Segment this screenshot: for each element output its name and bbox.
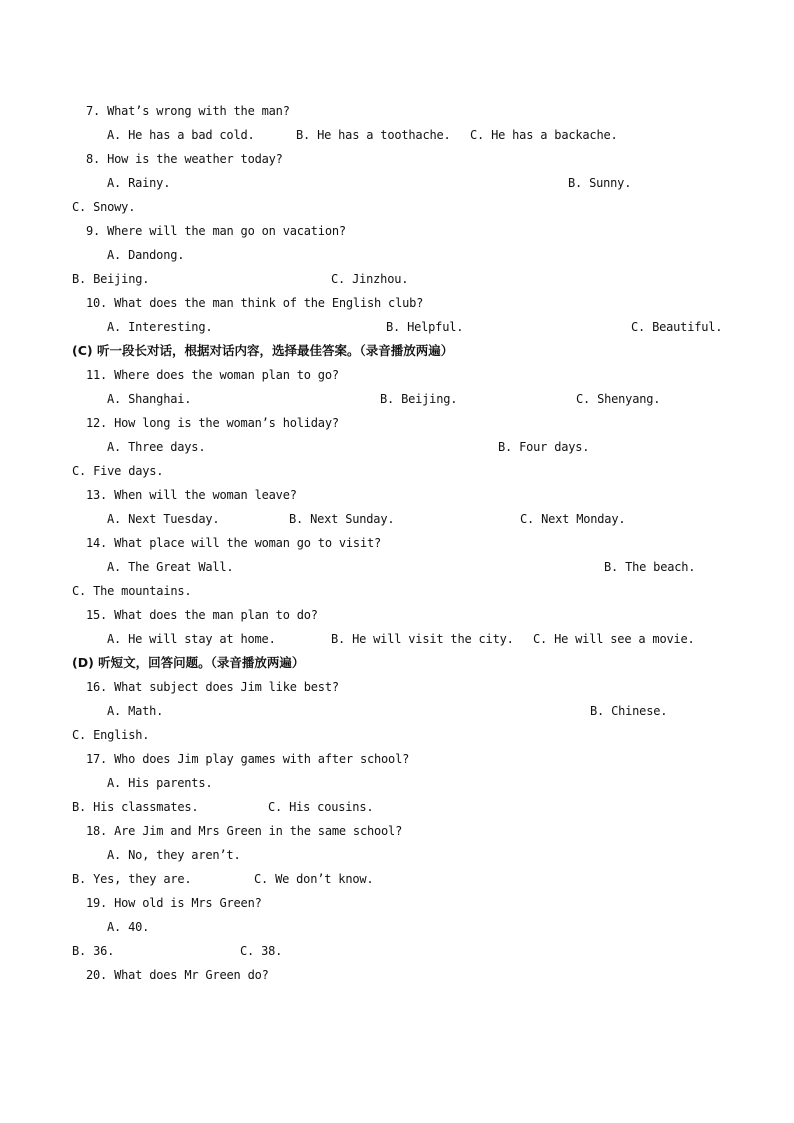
- section-d-heading: (D) 听短文，回答问题。（录音播放两遍）: [72, 655, 305, 670]
- q14-option-a: A. The Great Wall.: [107, 560, 234, 574]
- q17-option-c: C. His cousins.: [268, 800, 374, 814]
- question-13: 13. When will the woman leave?: [86, 488, 297, 502]
- question-15: 15. What does the man plan to do?: [86, 608, 318, 622]
- q9-option-a: A. Dandong.: [107, 248, 185, 262]
- q19-option-a: A. 40.: [107, 920, 150, 934]
- question-8: 8. How is the weather today?: [86, 152, 283, 166]
- q9-option-b: B. Beijing.: [72, 272, 150, 286]
- q12-option-c: C. Five days.: [72, 464, 164, 478]
- q10-option-b: B. Helpful.: [386, 320, 464, 334]
- q7-option-c: C. He has a backache.: [470, 128, 618, 142]
- q18-option-c: C. We don’t know.: [254, 872, 374, 886]
- q8-option-a: A. Rainy.: [107, 176, 171, 190]
- q16-option-c: C. English.: [72, 728, 150, 742]
- q11-option-b: B. Beijing.: [380, 392, 458, 406]
- question-16: 16. What subject does Jim like best?: [86, 680, 339, 694]
- q12-option-a: A. Three days.: [107, 440, 206, 454]
- q17-option-b: B. His classmates.: [72, 800, 199, 814]
- q10-option-c: C. Beautiful.: [631, 320, 723, 334]
- q18-option-a: A. No, they aren’t.: [107, 848, 241, 862]
- question-17: 17. Who does Jim play games with after school?: [86, 752, 410, 766]
- q15-option-a: A. He will stay at home.: [107, 632, 276, 646]
- question-9: 9. Where will the man go on vacation?: [86, 224, 346, 238]
- q16-option-a: A. Math.: [107, 704, 164, 718]
- question-12: 12. How long is the woman’s holiday?: [86, 416, 339, 430]
- q13-option-c: C. Next Monday.: [520, 512, 626, 526]
- question-7: 7. What’s wrong with the man?: [86, 104, 290, 118]
- q7-option-a: A. He has a bad cold.: [107, 128, 255, 142]
- q17-option-a: A. His parents.: [107, 776, 213, 790]
- q15-option-b: B. He will visit the city.: [331, 632, 514, 646]
- q7-option-b: B. He has a toothache.: [296, 128, 451, 142]
- q9-option-c: C. Jinzhou.: [331, 272, 409, 286]
- q13-option-b: B. Next Sunday.: [289, 512, 395, 526]
- q10-option-a: A. Interesting.: [107, 320, 213, 334]
- question-11: 11. Where does the woman plan to go?: [86, 368, 339, 382]
- question-19: 19. How old is Mrs Green?: [86, 896, 262, 910]
- question-14: 14. What place will the woman go to visit?: [86, 536, 382, 550]
- q13-option-a: A. Next Tuesday.: [107, 512, 220, 526]
- q8-option-c: C. Snowy.: [72, 200, 136, 214]
- question-10: 10. What does the man think of the English club?: [86, 296, 424, 310]
- q14-option-c: C. The mountains.: [72, 584, 192, 598]
- section-c-heading: (C) 听一段长对话，根据对话内容，选择最佳答案。（录音播放两遍）: [72, 343, 454, 358]
- q18-option-b: B. Yes, they are.: [72, 872, 192, 886]
- q19-option-b: B. 36.: [72, 944, 115, 958]
- question-20: 20. What does Mr Green do?: [86, 968, 269, 982]
- q11-option-c: C. Shenyang.: [576, 392, 661, 406]
- q14-option-b: B. The beach.: [604, 560, 696, 574]
- question-18: 18. Are Jim and Mrs Green in the same school?: [86, 824, 403, 838]
- q15-option-c: C. He will see a movie.: [533, 632, 695, 646]
- q16-option-b: B. Chinese.: [590, 704, 668, 718]
- q12-option-b: B. Four days.: [498, 440, 590, 454]
- q19-option-c: C. 38.: [240, 944, 283, 958]
- q11-option-a: A. Shanghai.: [107, 392, 192, 406]
- q8-option-b: B. Sunny.: [568, 176, 632, 190]
